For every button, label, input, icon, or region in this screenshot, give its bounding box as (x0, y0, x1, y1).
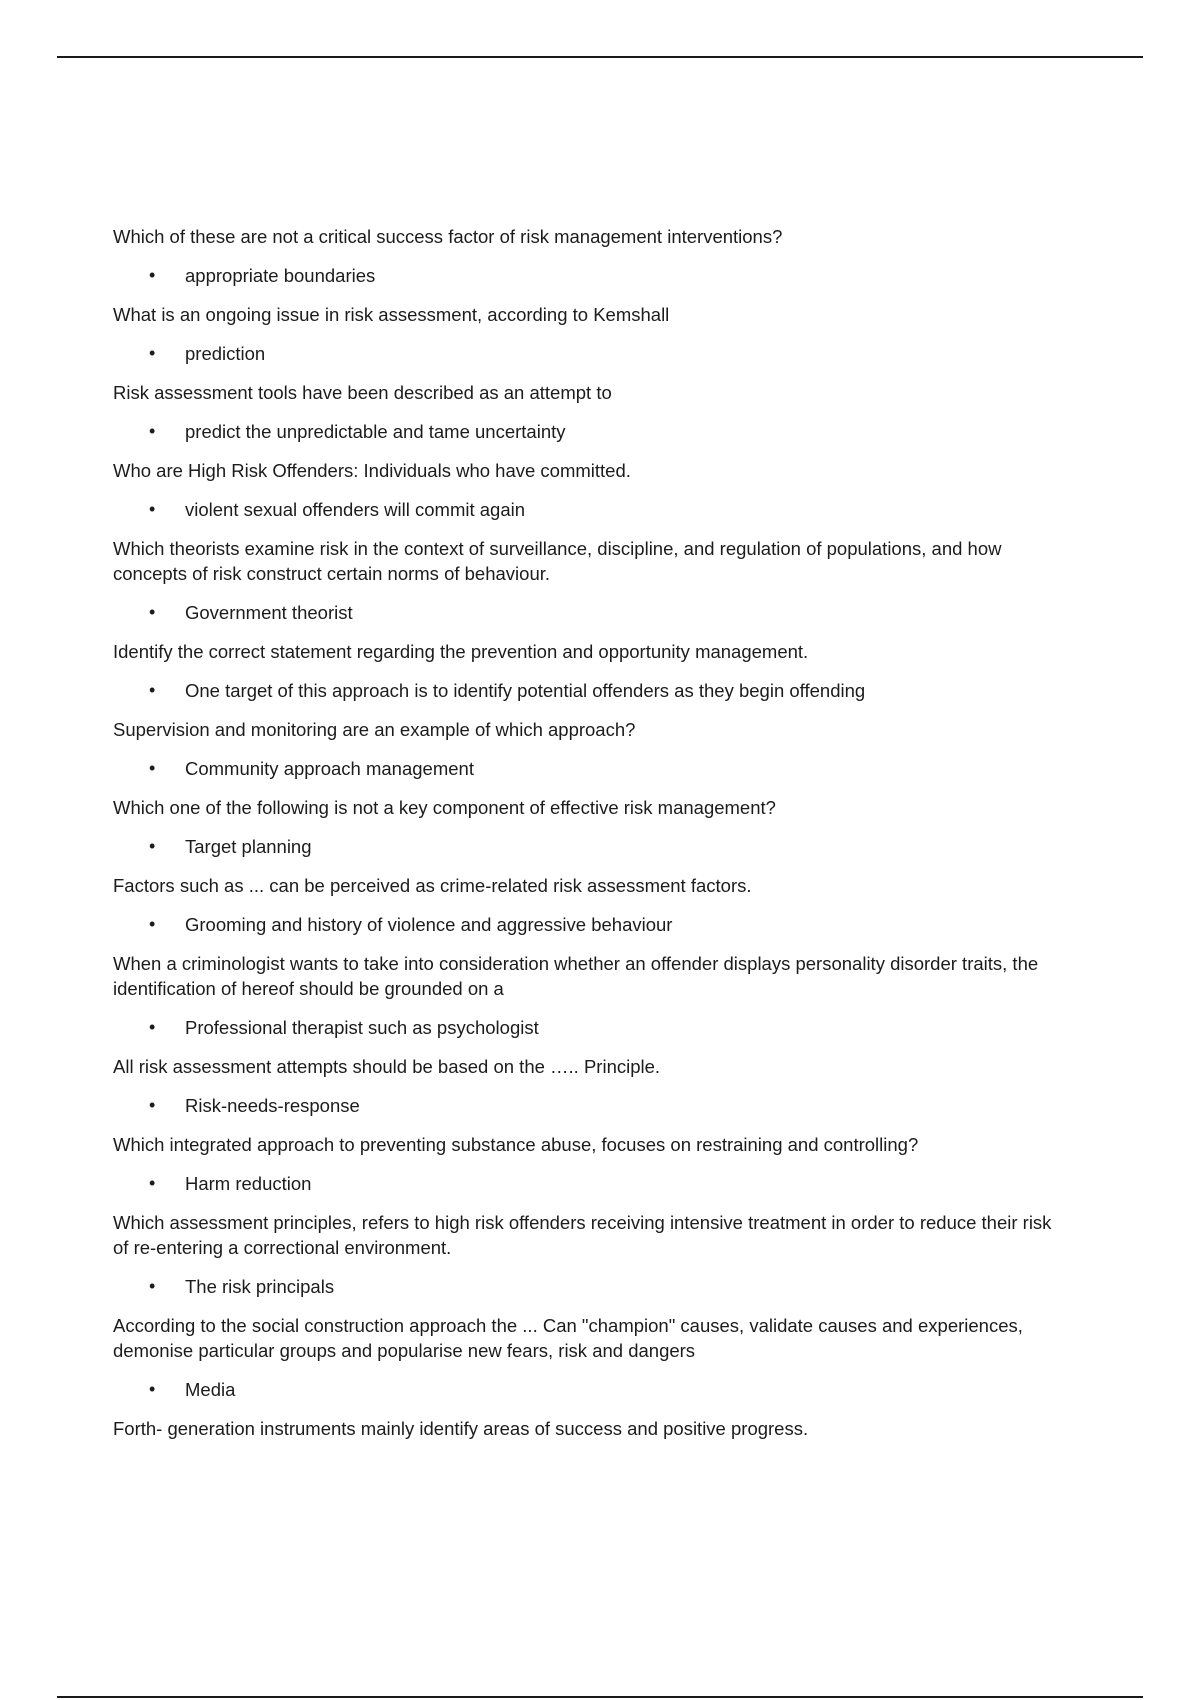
answer-bullet: • Media (113, 1377, 1068, 1402)
question-text: According to the social construction approach the ... Can "champion" causes, validate causes and experiences, demonise particular groups and popularise new fears, risk and dangers (113, 1315, 1023, 1361)
answer-bullet: • prediction (113, 341, 1068, 366)
qa-item (113, 1313, 1068, 1402)
question-text: Factors such as ... can be perceived as crime-related risk assessment factors. (113, 875, 752, 896)
answer-bullet: • Government theorist (113, 600, 1068, 625)
question-text: Supervision and monitoring are an example of which approach? (113, 719, 636, 740)
qa-item (113, 717, 1068, 781)
final-question-text: Forth- generation instruments mainly identify areas of success and positive progress. (113, 1418, 809, 1439)
answer-bullet: • Professional therapist such as psychologist (113, 1015, 1068, 1040)
bottom-rule (57, 1696, 1143, 1698)
answer-bullet: • violent sexual offenders will commit again (113, 497, 1068, 522)
question-text: Which theorists examine risk in the context of surveillance, discipline, and regulation of populations, and how concepts of risk construct certain norms of behaviour. (113, 538, 1002, 584)
answer-bullet: • Risk-needs-response (113, 1093, 1068, 1118)
qa-item (113, 302, 1068, 366)
qa-item (113, 951, 1068, 1040)
qa-item (113, 536, 1068, 625)
qa-item (113, 795, 1068, 859)
question-text: When a criminologist wants to take into consideration whether an offender displays personality disorder traits, the identification of hereof should be grounded on a (113, 953, 1039, 999)
question-text: Which integrated approach to preventing substance abuse, focuses on restraining and controlling? (113, 1134, 919, 1155)
document-body (113, 224, 1068, 1455)
answer-bullet: • appropriate boundaries (113, 263, 1068, 288)
question-text: Which of these are not a critical success factor of risk management interventions? (113, 226, 783, 247)
question-text: Which one of the following is not a key component of effective risk management? (113, 797, 776, 818)
qa-item (113, 1210, 1068, 1299)
answer-bullet: • Harm reduction (113, 1171, 1068, 1196)
qa-item (113, 1132, 1068, 1196)
answer-bullet: • The risk principals (113, 1274, 1068, 1299)
qa-item (113, 380, 1068, 444)
answer-bullet: • One target of this approach is to identify potential offenders as they begin offending (113, 678, 1068, 703)
question-text: Who are High Risk Offenders: Individuals who have committed. (113, 460, 631, 481)
answer-bullet: • Target planning (113, 834, 1068, 859)
answer-bullet: • predict the unpredictable and tame uncertainty (113, 419, 1068, 444)
question-text: Identify the correct statement regarding the prevention and opportunity management. (113, 641, 809, 662)
question-text: All risk assessment attempts should be based on the ….. Principle. (113, 1056, 661, 1077)
answer-bullet: • Community approach management (113, 756, 1068, 781)
qa-item (113, 639, 1068, 703)
top-rule (57, 56, 1143, 58)
question-text: What is an ongoing issue in risk assessment, according to Kemshall (113, 304, 670, 325)
qa-item (113, 1054, 1068, 1118)
question-text: Risk assessment tools have been described as an attempt to (113, 382, 612, 403)
qa-item (113, 224, 1068, 288)
answer-bullet: • Grooming and history of violence and aggressive behaviour (113, 912, 1068, 937)
qa-item (113, 873, 1068, 937)
question-text: Which assessment principles, refers to high risk offenders receiving intensive treatment in order to reduce their risk of re-entering a correctional environment. (113, 1212, 1052, 1258)
qa-item (113, 458, 1068, 522)
